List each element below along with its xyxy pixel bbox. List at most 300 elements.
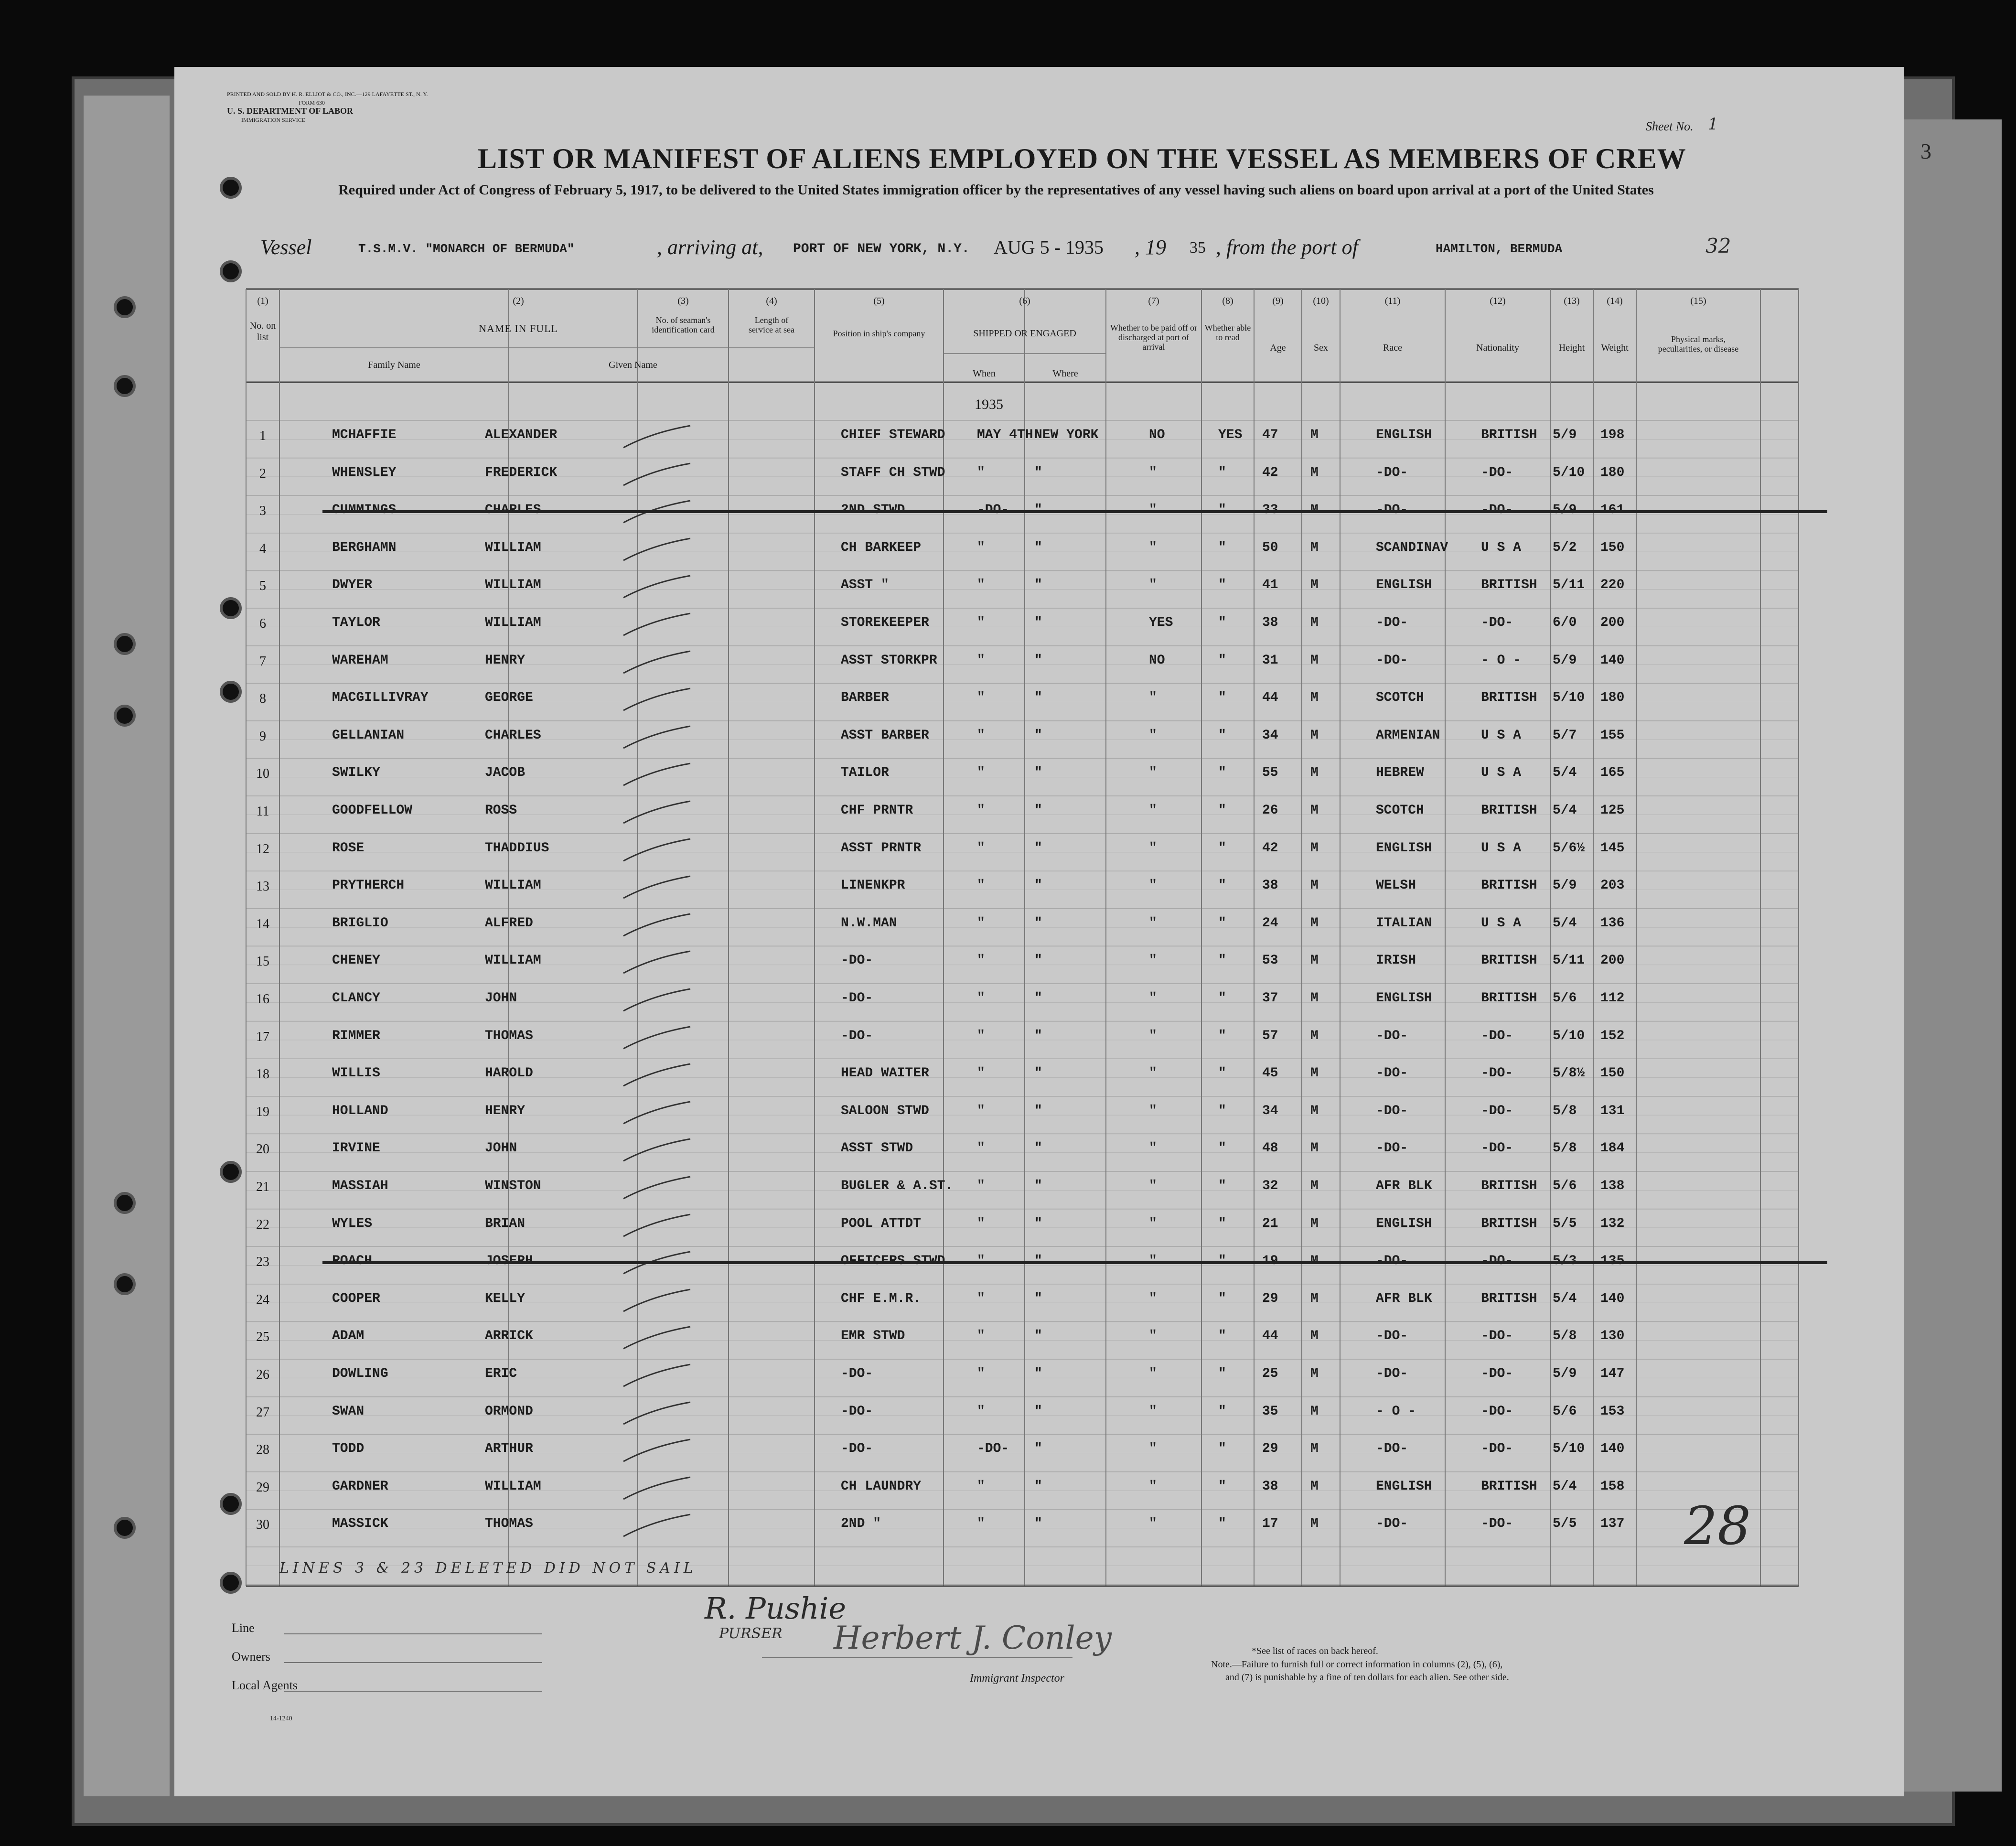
id-card-check-mark [619, 461, 695, 489]
col-2-number: (2) [513, 296, 524, 306]
paid-off-cell: NO [1149, 428, 1165, 442]
year-prefix: , 19 [1135, 236, 1166, 259]
family-name-cell: IRVINE [332, 1141, 380, 1156]
shipped-where-cell: " [1034, 878, 1042, 893]
arriving-label: , arriving at, [657, 236, 763, 259]
position-cell: STOREKEEPER [841, 615, 929, 630]
given-name-cell: WILLIAM [485, 878, 541, 893]
id-card-check-mark [619, 1287, 695, 1315]
shipped-when-cell: " [977, 1103, 985, 1118]
position-cell: -DO- [841, 1441, 873, 1457]
row-number: 17 [256, 1029, 269, 1044]
sex-cell: M [1310, 540, 1319, 555]
nationality-cell: BRITISH [1481, 1179, 1537, 1193]
shipped-when-cell: " [977, 728, 985, 743]
given-name-cell: THADDIUS [485, 840, 549, 856]
given-name-cell: FREDERICK [485, 465, 558, 480]
able-to-read-cell: " [1218, 840, 1226, 856]
given-name-cell: ALFRED [485, 915, 533, 931]
height-cell: 5/4 [1553, 803, 1577, 818]
shipped-where-cell: " [1034, 1441, 1042, 1457]
row-number: 22 [256, 1217, 269, 1232]
sex-cell: M [1310, 803, 1319, 818]
position-cell: CHF E.M.R. [841, 1291, 922, 1306]
weight-cell: 131 [1600, 1103, 1625, 1118]
col-where: Where [1052, 368, 1078, 379]
paid-off-cell: YES [1149, 615, 1173, 630]
given-name-cell: ERIC [485, 1366, 517, 1381]
sex-cell: M [1310, 765, 1319, 781]
id-card-check-mark [619, 1212, 695, 1240]
nationality-cell: -DO- [1481, 1103, 1513, 1118]
nationality-cell: -DO- [1481, 1366, 1513, 1381]
col-4-number: (4) [766, 296, 777, 306]
age-cell: 34 [1262, 728, 1278, 743]
age-cell: 21 [1262, 1216, 1278, 1231]
sex-cell: M [1310, 1516, 1319, 1532]
height-cell: 5/10 [1553, 1028, 1585, 1043]
paid-off-cell: " [1149, 840, 1157, 856]
col-12-label: Nationality [1476, 343, 1519, 353]
family-name-cell: ROSE [332, 840, 365, 856]
paid-off-cell: " [1149, 991, 1157, 1006]
weight-cell: 153 [1600, 1404, 1625, 1419]
col-8-label: Whether able to read [1204, 323, 1251, 342]
age-cell: 57 [1262, 1028, 1278, 1043]
race-cell: ENGLISH [1376, 991, 1432, 1006]
height-cell: 5/4 [1553, 1291, 1577, 1306]
from-port-label: , from the port of [1216, 236, 1358, 259]
able-to-read-cell: " [1218, 1366, 1226, 1381]
able-to-read-cell: " [1218, 991, 1226, 1006]
nationality-cell: -DO- [1481, 1404, 1513, 1419]
row-number: 15 [256, 954, 269, 969]
table-row [174, 1216, 1751, 1245]
id-card-check-mark [619, 836, 695, 865]
shipped-when-cell: " [977, 1479, 985, 1494]
able-to-read-cell: " [1218, 1179, 1226, 1193]
id-card-check-mark [619, 1174, 695, 1202]
id-card-check-mark [619, 1399, 695, 1428]
position-cell: STAFF CH STWD [841, 465, 945, 480]
row-number: 30 [256, 1517, 269, 1533]
line-label: Line [232, 1621, 255, 1635]
paid-off-cell: " [1149, 1141, 1157, 1156]
race-cell: -DO- [1376, 1103, 1408, 1118]
shipped-where-cell: " [1034, 1366, 1042, 1381]
id-card-check-mark [619, 873, 695, 902]
shipped-where-cell: " [1034, 1141, 1042, 1156]
sex-cell: M [1310, 653, 1319, 668]
sheet-label: Sheet No. [1646, 119, 1694, 133]
shipped-where-cell: " [1034, 578, 1042, 593]
height-cell: 5/5 [1553, 1516, 1577, 1532]
shipped-when-cell: " [977, 465, 985, 480]
position-cell: HEAD WAITER [841, 1066, 929, 1081]
table-row [174, 765, 1751, 794]
age-cell: 44 [1262, 1329, 1278, 1344]
shipped-where-cell: " [1034, 653, 1042, 668]
race-cell: AFR BLK [1376, 1179, 1432, 1193]
table-row [174, 615, 1751, 644]
able-to-read-cell: " [1218, 1216, 1226, 1231]
age-cell: 38 [1262, 1479, 1278, 1494]
col-14-number: (14) [1607, 296, 1623, 306]
paid-off-cell: " [1149, 1216, 1157, 1231]
age-cell: 42 [1262, 465, 1278, 480]
printer-line: PRINTED AND SOLD BY H. R. ELLIOT & CO., INC.—129 LAFAYETTE ST., N. Y. [227, 91, 428, 97]
col-15-label: Physical marks, peculiarities, or disease [1658, 334, 1739, 354]
year-annotation: 1935 [975, 397, 1003, 412]
table-row [174, 653, 1751, 682]
table-row [174, 503, 1751, 531]
race-cell: ENGLISH [1376, 1479, 1432, 1494]
able-to-read-cell: " [1218, 1066, 1226, 1081]
sex-cell: M [1310, 840, 1319, 856]
nationality-cell: BRITISH [1481, 578, 1537, 593]
punch-hole [114, 705, 136, 727]
row-number: 5 [259, 579, 266, 594]
able-to-read-cell: " [1218, 690, 1226, 706]
given-name-cell: BRIAN [485, 1216, 525, 1231]
shipped-when-cell: " [977, 840, 985, 856]
paid-off-cell: " [1149, 915, 1157, 931]
shipped-when-cell: -DO- [977, 1441, 1009, 1457]
table-row [174, 1029, 1751, 1057]
given-name-cell: CHARLES [485, 728, 541, 743]
weight-cell: 138 [1600, 1179, 1625, 1193]
height-cell: 5/7 [1553, 728, 1577, 743]
service-name: IMMIGRATION SERVICE [241, 117, 306, 123]
family-name-cell: BRIGLIO [332, 915, 388, 931]
race-cell: -DO- [1376, 1366, 1408, 1381]
able-to-read-cell: " [1218, 1291, 1226, 1306]
age-cell: 47 [1262, 428, 1278, 442]
col-10-number: (10) [1313, 296, 1329, 306]
nationality-cell: BRITISH [1481, 690, 1537, 706]
able-to-read-cell: " [1218, 578, 1226, 593]
shipped-where-cell: " [1034, 1479, 1042, 1494]
id-card-check-mark [619, 1099, 695, 1127]
fine-note-1: Note.—Failure to furnish full or correct information in columns (2), (5), (6), [1211, 1659, 1503, 1670]
col-14-label: Weight [1601, 343, 1629, 353]
shipped-where-cell: " [1034, 765, 1042, 781]
nationality-cell: BRITISH [1481, 1216, 1537, 1231]
paid-off-cell: " [1149, 1366, 1157, 1381]
family-name-cell: PRYTHERCH [332, 878, 405, 893]
family-name-cell: WAREHAM [332, 653, 388, 668]
weight-cell: 180 [1600, 690, 1625, 706]
row-number: 11 [256, 804, 269, 819]
table-row [174, 991, 1751, 1020]
able-to-read-cell: " [1218, 1479, 1226, 1494]
manifest-subtitle: Required under Act of Congress of February 5, 1917, to be delivered to the United States immigration officer by the representatives of any vessel having such aliens on board upon arrival at a port of the United States [338, 182, 1654, 198]
given-name-cell: ROSS [485, 803, 517, 818]
height-cell: 5/11 [1553, 953, 1585, 968]
shipped-when-cell: " [977, 653, 985, 668]
row-number: 14 [256, 916, 269, 932]
weight-cell: 152 [1600, 1028, 1625, 1043]
table-row [174, 878, 1751, 907]
family-name-cell: SWILKY [332, 765, 380, 781]
given-name-cell: WILLIAM [485, 578, 541, 593]
shipped-when-cell: " [977, 1179, 985, 1193]
able-to-read-cell: " [1218, 1103, 1226, 1118]
punch-hole [114, 633, 136, 655]
shipped-when-cell: " [977, 953, 985, 968]
nationality-cell: -DO- [1481, 1441, 1513, 1457]
given-name-cell: GEORGE [485, 690, 533, 706]
crew-tally: 28 [1684, 1495, 1751, 1556]
shipped-where-cell: " [1034, 615, 1042, 630]
table-row [174, 728, 1751, 757]
table-row [174, 1329, 1751, 1357]
table-row [174, 803, 1751, 832]
shipped-when-cell: " [977, 915, 985, 931]
punch-hole [220, 1161, 242, 1183]
table-row [174, 1104, 1751, 1132]
weight-cell: 140 [1600, 1291, 1625, 1306]
sex-cell: M [1310, 465, 1319, 480]
family-name-cell: BERGHAMN [332, 540, 397, 555]
table-row [174, 1066, 1751, 1095]
shipped-when-cell: " [977, 578, 985, 593]
col-2-label: NAME IN FULL [479, 322, 558, 334]
race-cell: -DO- [1376, 465, 1408, 480]
shipped-where-cell: " [1034, 728, 1042, 743]
weight-cell: 203 [1600, 878, 1625, 893]
given-name-cell: ARTHUR [485, 1441, 533, 1457]
able-to-read-cell: " [1218, 615, 1226, 630]
table-row [174, 1404, 1751, 1433]
age-cell: 31 [1262, 653, 1278, 668]
shipped-where-cell: " [1034, 1216, 1042, 1231]
col-family-name: Family Name [368, 360, 420, 370]
weight-cell: 140 [1600, 1441, 1625, 1457]
row-number: 8 [259, 691, 266, 707]
family-name-cell: MACGILLIVRAY [332, 690, 429, 706]
family-name-cell: GELLANIAN [332, 728, 405, 743]
table-row [174, 953, 1751, 982]
position-cell: 2ND " [841, 1516, 881, 1532]
age-cell: 41 [1262, 578, 1278, 593]
table-row [174, 690, 1751, 719]
purser-signature: R. Pushie [705, 1591, 847, 1626]
id-card-check-mark [619, 611, 695, 639]
nationality-cell: U S A [1481, 840, 1522, 856]
id-card-check-mark [619, 761, 695, 789]
table-row [174, 916, 1751, 944]
id-card-check-mark [619, 798, 695, 827]
paid-off-cell: " [1149, 1404, 1157, 1419]
family-name-cell: SWAN [332, 1404, 365, 1419]
shipped-when-cell: " [977, 1028, 985, 1043]
row-number: 28 [256, 1442, 269, 1458]
given-name-cell: THOMAS [485, 1516, 533, 1532]
age-cell: 44 [1262, 690, 1278, 706]
family-name-cell: TAYLOR [332, 615, 380, 630]
col-1-number: (1) [257, 296, 268, 306]
family-name-cell: MASSIAH [332, 1179, 388, 1193]
age-cell: 35 [1262, 1404, 1278, 1419]
given-name-cell: JACOB [485, 765, 525, 781]
deleted-lines-note: LINES 3 & 23 DELETED DID NOT SAIL [279, 1560, 697, 1577]
table-row [174, 1291, 1751, 1320]
arrival-year: 35 [1190, 239, 1206, 257]
shipped-where-cell: " [1034, 540, 1042, 555]
given-name-cell: WILLIAM [485, 540, 541, 555]
given-name-cell: WILLIAM [485, 1479, 541, 1494]
height-cell: 5/9 [1553, 428, 1577, 442]
col-15-number: (15) [1690, 296, 1706, 306]
able-to-read-cell: " [1218, 728, 1226, 743]
nationality-cell: -DO- [1481, 1141, 1513, 1156]
height-cell: 5/8 [1553, 1141, 1577, 1156]
col-8-number: (8) [1222, 296, 1233, 306]
height-cell: 5/8½ [1553, 1066, 1585, 1081]
race-cell: -DO- [1376, 1516, 1408, 1532]
race-cell: -DO- [1376, 1066, 1408, 1081]
weight-cell: 200 [1600, 953, 1625, 968]
sheet-number: 1 [1708, 115, 1718, 134]
purser-title: PURSER [719, 1625, 783, 1642]
height-cell: 5/6 [1553, 1404, 1577, 1419]
id-card-check-mark [619, 648, 695, 677]
height-cell: 5/10 [1553, 465, 1585, 480]
race-cell: ENGLISH [1376, 578, 1432, 593]
shipped-when-cell: " [977, 1291, 985, 1306]
shipped-where-cell: " [1034, 1291, 1042, 1306]
table-row [174, 540, 1751, 569]
col-5-number: (5) [873, 296, 885, 306]
race-cell: IRISH [1376, 953, 1416, 968]
given-name-cell: JOHN [485, 1141, 517, 1156]
given-name-cell: HENRY [485, 1103, 525, 1118]
paid-off-cell: NO [1149, 653, 1165, 668]
nationality-cell: BRITISH [1481, 991, 1537, 1006]
position-cell: SALOON STWD [841, 1103, 929, 1118]
page-number: 32 [1705, 234, 1731, 258]
id-card-check-mark [619, 1512, 695, 1540]
nationality-cell: -DO- [1481, 1028, 1513, 1043]
shipped-when-cell: " [977, 1329, 985, 1344]
able-to-read-cell: " [1218, 1329, 1226, 1344]
weight-cell: 125 [1600, 803, 1625, 818]
form-code: 14-1240 [270, 1715, 292, 1722]
age-cell: 38 [1262, 615, 1278, 630]
punch-hole [220, 177, 242, 199]
row-number: 9 [259, 729, 266, 744]
given-name-cell: HENRY [485, 653, 525, 668]
table-row [174, 428, 1751, 456]
id-card-check-mark [619, 911, 695, 940]
inspector-signature: Herbert J. Conley [834, 1620, 1112, 1656]
sex-cell: M [1310, 690, 1319, 706]
sex-cell: M [1310, 728, 1319, 743]
position-cell: -DO- [841, 1366, 873, 1381]
sex-cell: M [1310, 1216, 1319, 1231]
given-name-cell: HAROLD [485, 1066, 533, 1081]
able-to-read-cell: YES [1218, 428, 1243, 442]
position-cell: CH LAUNDRY [841, 1479, 922, 1494]
table-row [174, 841, 1751, 869]
age-cell: 17 [1262, 1516, 1278, 1532]
col-4-label: Length of service at sea [749, 315, 794, 334]
punch-hole [220, 597, 242, 619]
height-cell: 5/9 [1553, 653, 1577, 668]
weight-cell: 130 [1600, 1329, 1625, 1344]
left-page-edge [84, 96, 170, 1796]
weight-cell: 140 [1600, 653, 1625, 668]
race-cell: ARMENIAN [1376, 728, 1440, 743]
age-cell: 42 [1262, 840, 1278, 856]
race-cell: -DO- [1376, 1028, 1408, 1043]
sex-cell: M [1310, 1329, 1319, 1344]
row-number: 27 [256, 1405, 269, 1420]
family-name-cell: WYLES [332, 1216, 373, 1231]
paid-off-cell: " [1149, 1066, 1157, 1081]
position-cell: BUGLER & A.ST. [841, 1179, 954, 1193]
id-card-check-mark [619, 686, 695, 714]
age-cell: 29 [1262, 1441, 1278, 1457]
nationality-cell: -DO- [1481, 1066, 1513, 1081]
able-to-read-cell: " [1218, 1141, 1226, 1156]
given-name-cell: WINSTON [485, 1179, 541, 1193]
paid-off-cell: " [1149, 1179, 1157, 1193]
punch-hole [114, 1192, 136, 1214]
sex-cell: M [1310, 991, 1319, 1006]
shipped-when-cell: " [977, 1516, 985, 1532]
paid-off-cell: " [1149, 765, 1157, 781]
table-row [174, 465, 1751, 494]
vessel-label: Vessel [260, 236, 312, 259]
shipped-when-cell: " [977, 803, 985, 818]
age-cell: 48 [1262, 1141, 1278, 1156]
able-to-read-cell: " [1218, 465, 1226, 480]
height-cell: 5/6 [1553, 1179, 1577, 1193]
weight-cell: 150 [1600, 1066, 1625, 1081]
id-card-check-mark [619, 1024, 695, 1052]
shipped-when-cell: " [977, 1141, 985, 1156]
shipped-where-cell: NEW YORK [1034, 428, 1099, 442]
height-cell: 5/5 [1553, 1216, 1577, 1231]
nationality-cell: -DO- [1481, 615, 1513, 630]
sex-cell: M [1310, 1103, 1319, 1118]
nationality-cell: BRITISH [1481, 878, 1537, 893]
nationality-cell: U S A [1481, 540, 1522, 555]
shipped-when-cell: " [977, 1066, 985, 1081]
shipped-where-cell: " [1034, 953, 1042, 968]
height-cell: 5/4 [1553, 765, 1577, 781]
age-cell: 50 [1262, 540, 1278, 555]
sex-cell: M [1310, 878, 1319, 893]
height-cell: 5/4 [1553, 1479, 1577, 1494]
paid-off-cell: " [1149, 1479, 1157, 1494]
punch-hole [220, 260, 242, 282]
vessel-name: T.S.M.V. "MONARCH OF BERMUDA" [358, 242, 575, 256]
position-cell: ASST STWD [841, 1141, 913, 1156]
family-name-cell: DOWLING [332, 1366, 388, 1381]
col-6-label: SHIPPED OR ENGAGED [973, 328, 1076, 339]
row-number: 21 [256, 1180, 269, 1194]
right-page-edge [1892, 119, 2002, 1792]
able-to-read-cell: " [1218, 878, 1226, 893]
sex-cell: M [1310, 578, 1319, 593]
owners-label: Owners [232, 1650, 270, 1664]
race-cell: SCOTCH [1376, 803, 1424, 818]
local-agents-label: Local Agents [232, 1678, 298, 1692]
shipped-where-cell: " [1034, 1329, 1042, 1344]
